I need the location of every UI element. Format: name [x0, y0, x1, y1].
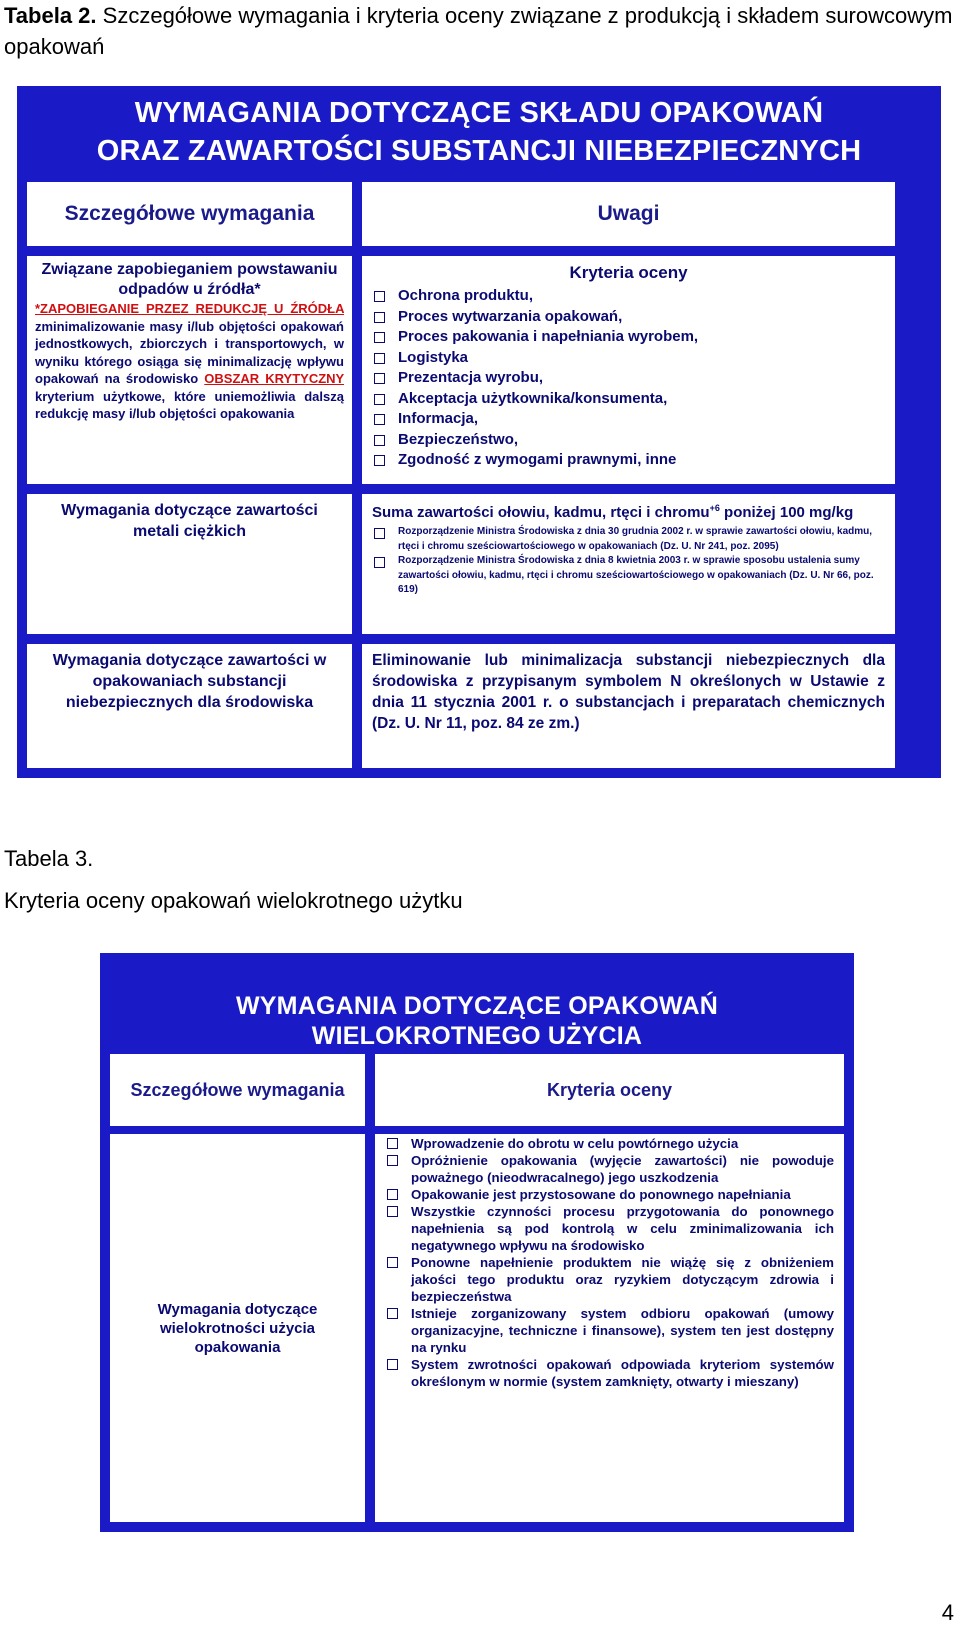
table3-title-line2: WIELOKROTNEGO UŻYCIA: [311, 1022, 643, 1050]
list-item: [372, 554, 885, 598]
table2-row3-right: [362, 644, 895, 768]
list-item: [385, 1203, 834, 1254]
table2-row2-left-text: Wymagania dotyczące zawartości metali ciężkich: [61, 502, 318, 540]
checkbox-bullet-icon: [374, 414, 385, 425]
table2-title: [17, 94, 941, 170]
table3-title-line1: WYMAGANIA DOTYCZĄCE OPAKOWAŃ: [236, 992, 718, 1020]
table2-caption-text: Szczegółowe wymagania i kryteria oceny związane z produkcją i składem surowcowym opakowań: [4, 3, 953, 59]
list-item-text: System zwrotności opakowań odpowiada kryteriom systemów określonym w normie (system zamknięty, otwarty i mieszany): [411, 1357, 834, 1389]
table2-title-line2: ORAZ ZAWARTOŚCI SUBSTANCJI NIEBEZPIECZNYCH: [96, 135, 862, 167]
table2-caption: [4, 0, 956, 62]
list-item: [385, 1254, 834, 1305]
checkbox-bullet-icon: [374, 557, 385, 568]
table2-row1-left: [27, 256, 352, 484]
table2-row2-left: [27, 494, 352, 634]
list-item: [372, 409, 885, 430]
list-item-text: Ochrona produktu,: [398, 287, 533, 304]
table2-criteria-title: Kryteria oceny: [569, 263, 688, 282]
checkbox-bullet-icon: [387, 1359, 398, 1370]
checkbox-bullet-icon: [387, 1308, 398, 1319]
checkbox-bullet-icon: [374, 528, 385, 539]
checkbox-bullet-icon: [374, 291, 385, 302]
checkbox-bullet-icon: [374, 353, 385, 364]
table2-row3-left-text: Wymagania dotyczące zawartości w opakowaniach substancji niebezpiecznych dla środowiska: [52, 652, 327, 711]
table3-header-left: Szczegółowe wymagania: [110, 1054, 365, 1126]
table2-red-heading: *ZAPOBIEGANIE PRZEZ REDUKCJĘ U ŹRÓDŁA: [35, 301, 344, 316]
list-item-text: Opakowanie jest przystosowane do ponownego napełniania: [411, 1187, 791, 1202]
list-item: [372, 327, 885, 348]
page-number: 4: [941, 1600, 954, 1625]
checkbox-bullet-icon: [387, 1155, 398, 1166]
checkbox-bullet-icon: [374, 332, 385, 343]
list-item-text: Opróżnienie opakowania (wyjęcie zawartości) nie powoduje poważnego (nieodwracalnego) jego uszkodzenia: [411, 1153, 834, 1185]
list-item-text: Informacja,: [398, 410, 479, 427]
list-item: [385, 1135, 834, 1152]
list-item: [372, 307, 885, 328]
table2-row1-left-title: Związane zapobieganiem powstawaniu odpadów u źródła*: [41, 261, 338, 298]
list-item: [385, 1305, 834, 1356]
checkbox-bullet-icon: [374, 455, 385, 466]
table3-caption-label: Tabela 3.: [4, 846, 94, 871]
table3-caption-text: Kryteria oceny opakowań wielokrotnego użytku: [4, 888, 463, 913]
list-item-text: Proces pakowania i napełniania wyrobem,: [398, 328, 699, 345]
table2-row3-left: [27, 644, 352, 768]
table2-caption-label: Tabela 2.: [4, 3, 97, 28]
table2-header-right: Uwagi: [362, 182, 895, 246]
list-item-text: Proces wytwarzania opakowań,: [398, 307, 623, 325]
table2-row1-body2: kryterium użytkowe, które uniemożliwia dalszą redukcję masy i/lub objętości opakowania: [35, 388, 344, 421]
table2-red-heading2: OBSZAR KRYTYCZNY: [204, 371, 344, 386]
list-item: [385, 1356, 834, 1390]
table3-right-body: [375, 1134, 844, 1522]
checkbox-bullet-icon: [374, 312, 385, 323]
table3-left-body: Wymagania dotyczące wielokrotności użycia opakowania: [110, 1134, 365, 1522]
list-item-text: Logistyka: [398, 348, 469, 366]
list-item: [385, 1186, 834, 1203]
list-item: [372, 348, 885, 369]
list-item: [372, 430, 885, 451]
table3-criteria-list: [385, 1135, 834, 1390]
list-item-text: Akceptacja użytkownika/konsumenta,: [398, 389, 668, 407]
list-item: [372, 525, 885, 554]
checkbox-bullet-icon: [374, 435, 385, 446]
list-item-text: Prezentacja wyrobu,: [398, 369, 544, 386]
table2-row1-right: [362, 256, 895, 484]
table3-title: [100, 991, 854, 1051]
table2-row2-main: Suma zawartości ołowiu, kadmu, rtęci i chromu$^{+6}$ poniżej 100 mg/kg: [372, 503, 854, 521]
list-item-text: Zgodność z wymogami prawnymi, inne: [398, 451, 677, 468]
table2-panel: [17, 86, 941, 778]
checkbox-bullet-icon: [387, 1206, 398, 1217]
list-item-text: Ponowne napełnienie produktem nie wiążę się z obniżeniem jakości tego produktu oraz ryzykiem dotyczącym zdrowia i bezpieczeństwa: [411, 1255, 834, 1304]
checkbox-bullet-icon: [387, 1189, 398, 1200]
checkbox-bullet-icon: [387, 1138, 398, 1149]
list-item: [385, 1152, 834, 1186]
table2-row1-body1: zminimalizowanie masy i/lub objętości opakowań jednostkowych, zbiorczych i transportowych, w wyniku którego osiąga się minimalizację wpływu opakowań na środowisko: [35, 318, 344, 386]
list-item: [372, 286, 885, 307]
list-item-text: Rozporządzenie Ministra Środowiska z dnia 8 kwietnia 2003 r. w sprawie sposobu ustalenia sumy zawartości ołowiu, kadmu, rtęci i chromu sześciowartościowego w opakowaniach (Dz. U. Nr 66, poz. 619): [398, 555, 874, 595]
table2-row2-right: [362, 494, 895, 634]
list-item-text: Istnieje zorganizowany system odbioru opakowań (umowy organizacyjne, techniczne i finansowe), system ten jest dostępny na rynku: [411, 1306, 834, 1355]
list-item-text: Wszystkie czynności procesu przygotowania do ponownego napełnienia są pod kontrolą w celu zminimalizowania ich negatywnego wpływu na środowisko: [411, 1204, 834, 1253]
table3-header-right: Kryteria oceny: [375, 1054, 844, 1126]
checkbox-bullet-icon: [374, 394, 385, 405]
list-item-text: Bezpieczeństwo,: [398, 430, 519, 448]
list-item: [372, 389, 885, 410]
checkbox-bullet-icon: [374, 373, 385, 384]
table2-criteria-list: [372, 286, 885, 471]
list-item-text: Wprowadzenie do obrotu w celu powtórnego użycia: [411, 1136, 739, 1151]
table2-row3-right-text: Eliminowanie lub minimalizacja substancji niebezpiecznych dla środowiska z przypisanym symbolem N określonych w Ustawie z dnia 11 stycznia 2001 r. o substancjach i preparatach chemicznych (Dz. U. Nr 11, poz. 84 ze zm.): [372, 652, 885, 732]
table2-header-left: Szczegółowe wymagania: [27, 182, 352, 246]
list-item-text: Rozporządzenie Ministra Środowiska z dnia 30 grudnia 2002 r. w sprawie zawartości ołowiu, kadmu, rtęci i chromu sześciowartościowego w opakowaniach (Dz. U. Nr 241, poz. 2095): [398, 526, 873, 552]
list-item: [372, 450, 885, 471]
table2-regulations-list: [372, 525, 885, 598]
table3-panel: [100, 953, 854, 1532]
list-item: [372, 368, 885, 389]
checkbox-bullet-icon: [387, 1257, 398, 1268]
table2-title-line1: WYMAGANIA DOTYCZĄCE SKŁADU OPAKOWAŃ: [134, 97, 824, 129]
